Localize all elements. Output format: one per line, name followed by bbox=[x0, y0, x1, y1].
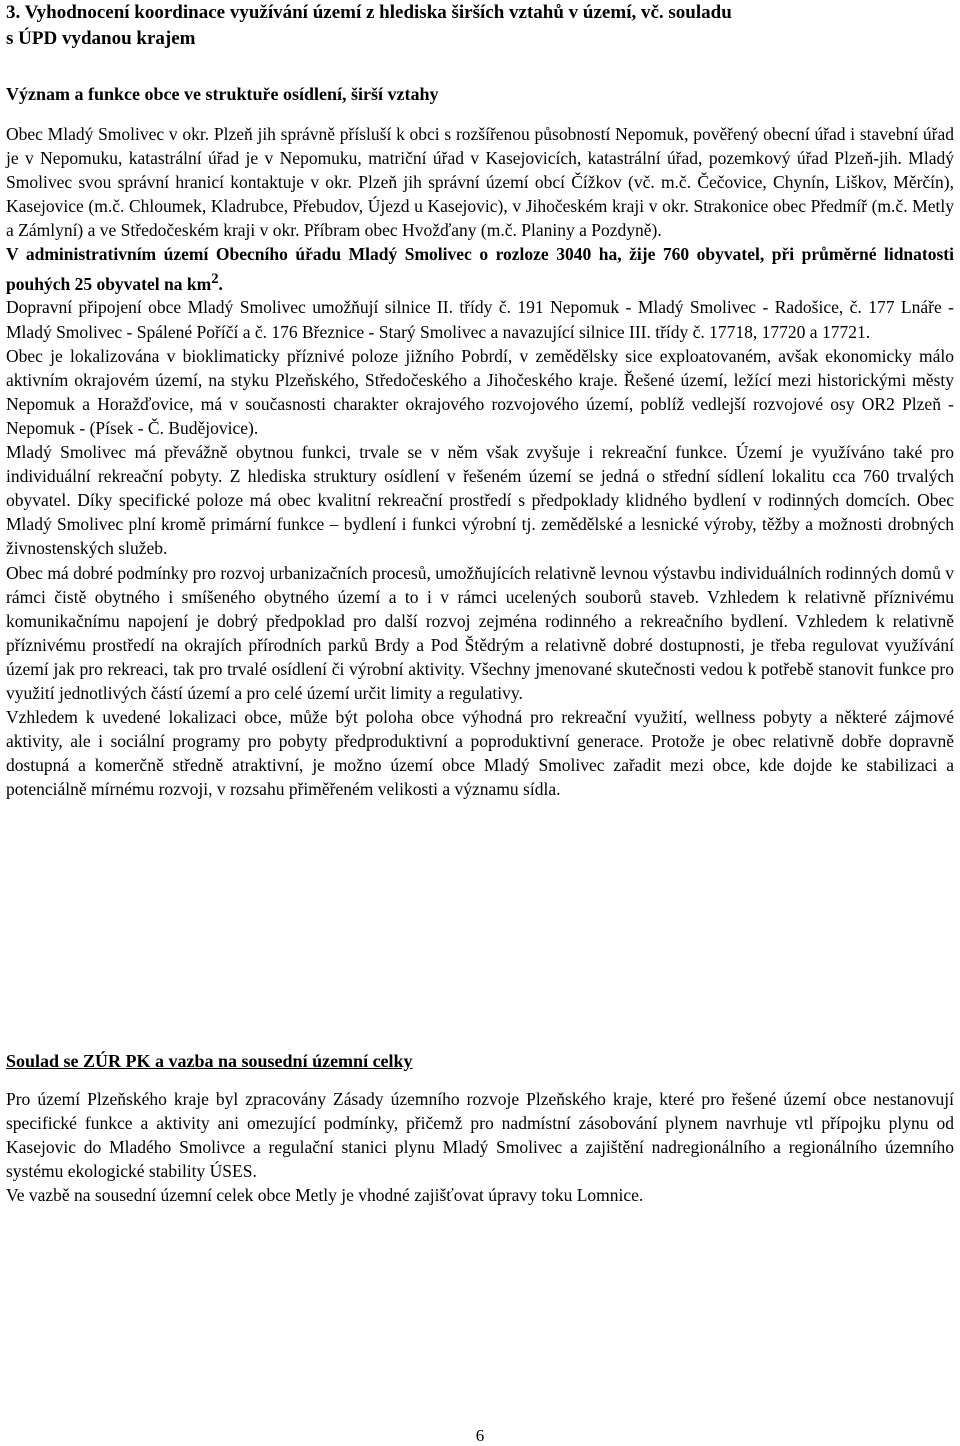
chapter-heading-line1: 3. Vyhodnocení koordinace využívání území z hlediska širších vztahů v území, vč. souladu bbox=[6, 2, 732, 23]
area-superscript: 2 bbox=[211, 270, 219, 287]
chapter-heading-line2: s ÚPD vydanou krajem bbox=[6, 28, 196, 49]
paragraph-zur: Pro území Plzeňského kraje byl zpracovány Zásady územního rozvoje Plzeňského kraje, které pro řešené území obce nestanovují specifické funkce a aktivity ani omezující podmínky, přičemž pro nadmístní zásobování plynem navrhuje vtl přípojku plynu od Kasejovic do Mladého Smolivce a regulační stanici plynu Mladý Smolivec a zajištění nadregionálního a regionálního územního systému ekologické stability ÚSES. bbox=[6, 1089, 954, 1182]
paragraph-function: Mladý Smolivec má převážně obytnou funkci, trvale se v něm však zvyšuje i rekreační funkce. Území je využíváno také pro individuální rekreační pobyty. Z hlediska struktury osídlení v řešeném území se jedná o střední sídlení lokalitu cca 760 trvalých obyvatel. Díky specifické poloze má obec kvalitní rekreační prostředí s předpoklady klidného bydlení v rodinných domcích. Obec Mladý Smolivec plní kromě primární funkce – bydlení i funkci výrobní tj. zemědělské a lesnické výroby, těžby a možnosti drobných živnostenských služeb. bbox=[6, 442, 954, 559]
section-body-role bbox=[6, 122, 954, 801]
paragraph-area-population bbox=[6, 242, 954, 295]
paragraph-admin: Obec Mladý Smolivec v okr. Plzeň jih správně přísluší k obci s rozšířenou působností Nepomuk, pověřený obecní úřad i stavební úřad je v Nepomuku, katastrální úřad je v Nepomuku, matriční úřad v Kasejovicích, katastrální úřad, pozemkový úřad Plzeň-jih. Mladý Smolivec svou správní hranicí kontaktuje v okr. Plzeň jih správní území obcí Čížkov (vč. m.č. Čečovice, Chynín, Liškov, Měrčín), Kasejovice (m.č. Chloumek, Kladrubce, Přebudov, Újezd u Kasejovic), v Jihočeském kraji v okr. Strakonice obec Předmíř (m.č. Metly a Zámlyní) a ve Středočeském kraji v okr. Příbram obec Hvožďany (m.č. Planiny a Pozdyně). bbox=[6, 124, 954, 241]
area-population-text: V administrativním území Obecního úřadu Mladý Smolivec o rozloze 3040 ha, žije 760 obyvatel, při průměrné lidnatosti pouhých 25 obyvatel na km bbox=[6, 244, 954, 294]
paragraph-development: Obec má dobré podmínky pro rozvoj urbanizačních procesů, umožňujících relativně levnou výstavbu individuálních rodinných domů v rámci čistě obytného i smíšeného obytného území a to i v rámci ucelených souborů staveb. Vzhledem k relativně příznivému komunikačnímu napojení je dobrý předpoklad pro další rozvoj zejména rodinného a rekreačního bydlení. Vzhledem k relativně příznivému prostředí na okrajích přírodních parků Brdy a Pod Štědrým a relativně dobré dostupnosti, je třeba regulovat využívání území jak pro rekreaci, tak pro trvalé osídlení či výrobní aktivity. Všechny jmenované skutečnosti vedou k potřebě stanovit funkce pro využití jednotlivých částí území a pro celé území určit limity a regulativy. bbox=[6, 562, 954, 703]
paragraph-location: Obec je lokalizována v bioklimaticky příznivé poloze jižního Pobrdí, v zemědělsky sice exploatovaném, avšak ekonomicky málo aktivním okrajovém území, na styku Plzeňského, Středočeského a Jihočeského kraje. Řešené území, ležící mezi historickými městy Nepomuk a Horažďovice, má v současnosti charakter okrajového rozvojového území, poblíž vedlejší rozvojové osy OR2 Plzeň - Nepomuk - (Písek - Č. Budějovice). bbox=[6, 345, 954, 438]
section-title-role: Význam a funkce obce ve struktuře osídlení, širší vztahy bbox=[6, 84, 439, 104]
section-title-zur: Soulad se ZÚR PK a vazba na sousední územní celky bbox=[6, 1051, 413, 1071]
paragraph-metly: Ve vazbě na sousední územní celek obce Metly je vhodné zajišťovat úpravy toku Lomnice. bbox=[6, 1185, 644, 1206]
chapter-heading bbox=[6, 0, 954, 52]
area-population-end: . bbox=[218, 273, 223, 294]
paragraph-recreation: Vzhledem k uvedené lokalizaci obce, může být poloha obce výhodná pro rekreační využití, wellness pobyty a některé zájmové aktivity, ale i sociální programy pro pobyty předproduktivní a poproduktivní generace. Protože je obec relativně dobře dopravně dostupná a komerčně středně atraktivní, je možno území obce Mladý Smolivec zařadit mezi obce, kde dojde ke stabilizaci a potenciálně mírnému rozvoji, v rozsahu přiměřeném velikosti a významu sídla. bbox=[6, 707, 954, 800]
page-number: 6 bbox=[475, 1426, 485, 1445]
section-body-zur bbox=[6, 1087, 954, 1207]
paragraph-transport: Dopravní připojení obce Mladý Smolivec umožňují silnice II. třídy č. 191 Nepomuk - Mladý Smolivec - Radošice, č. 177 Lnáře - Mladý Smolivec - Spálené Poříčí a č. 176 Březnice - Starý Smolivec a navazující silnice III. třídy č. 17718, 17720 a 17721. bbox=[6, 297, 954, 342]
